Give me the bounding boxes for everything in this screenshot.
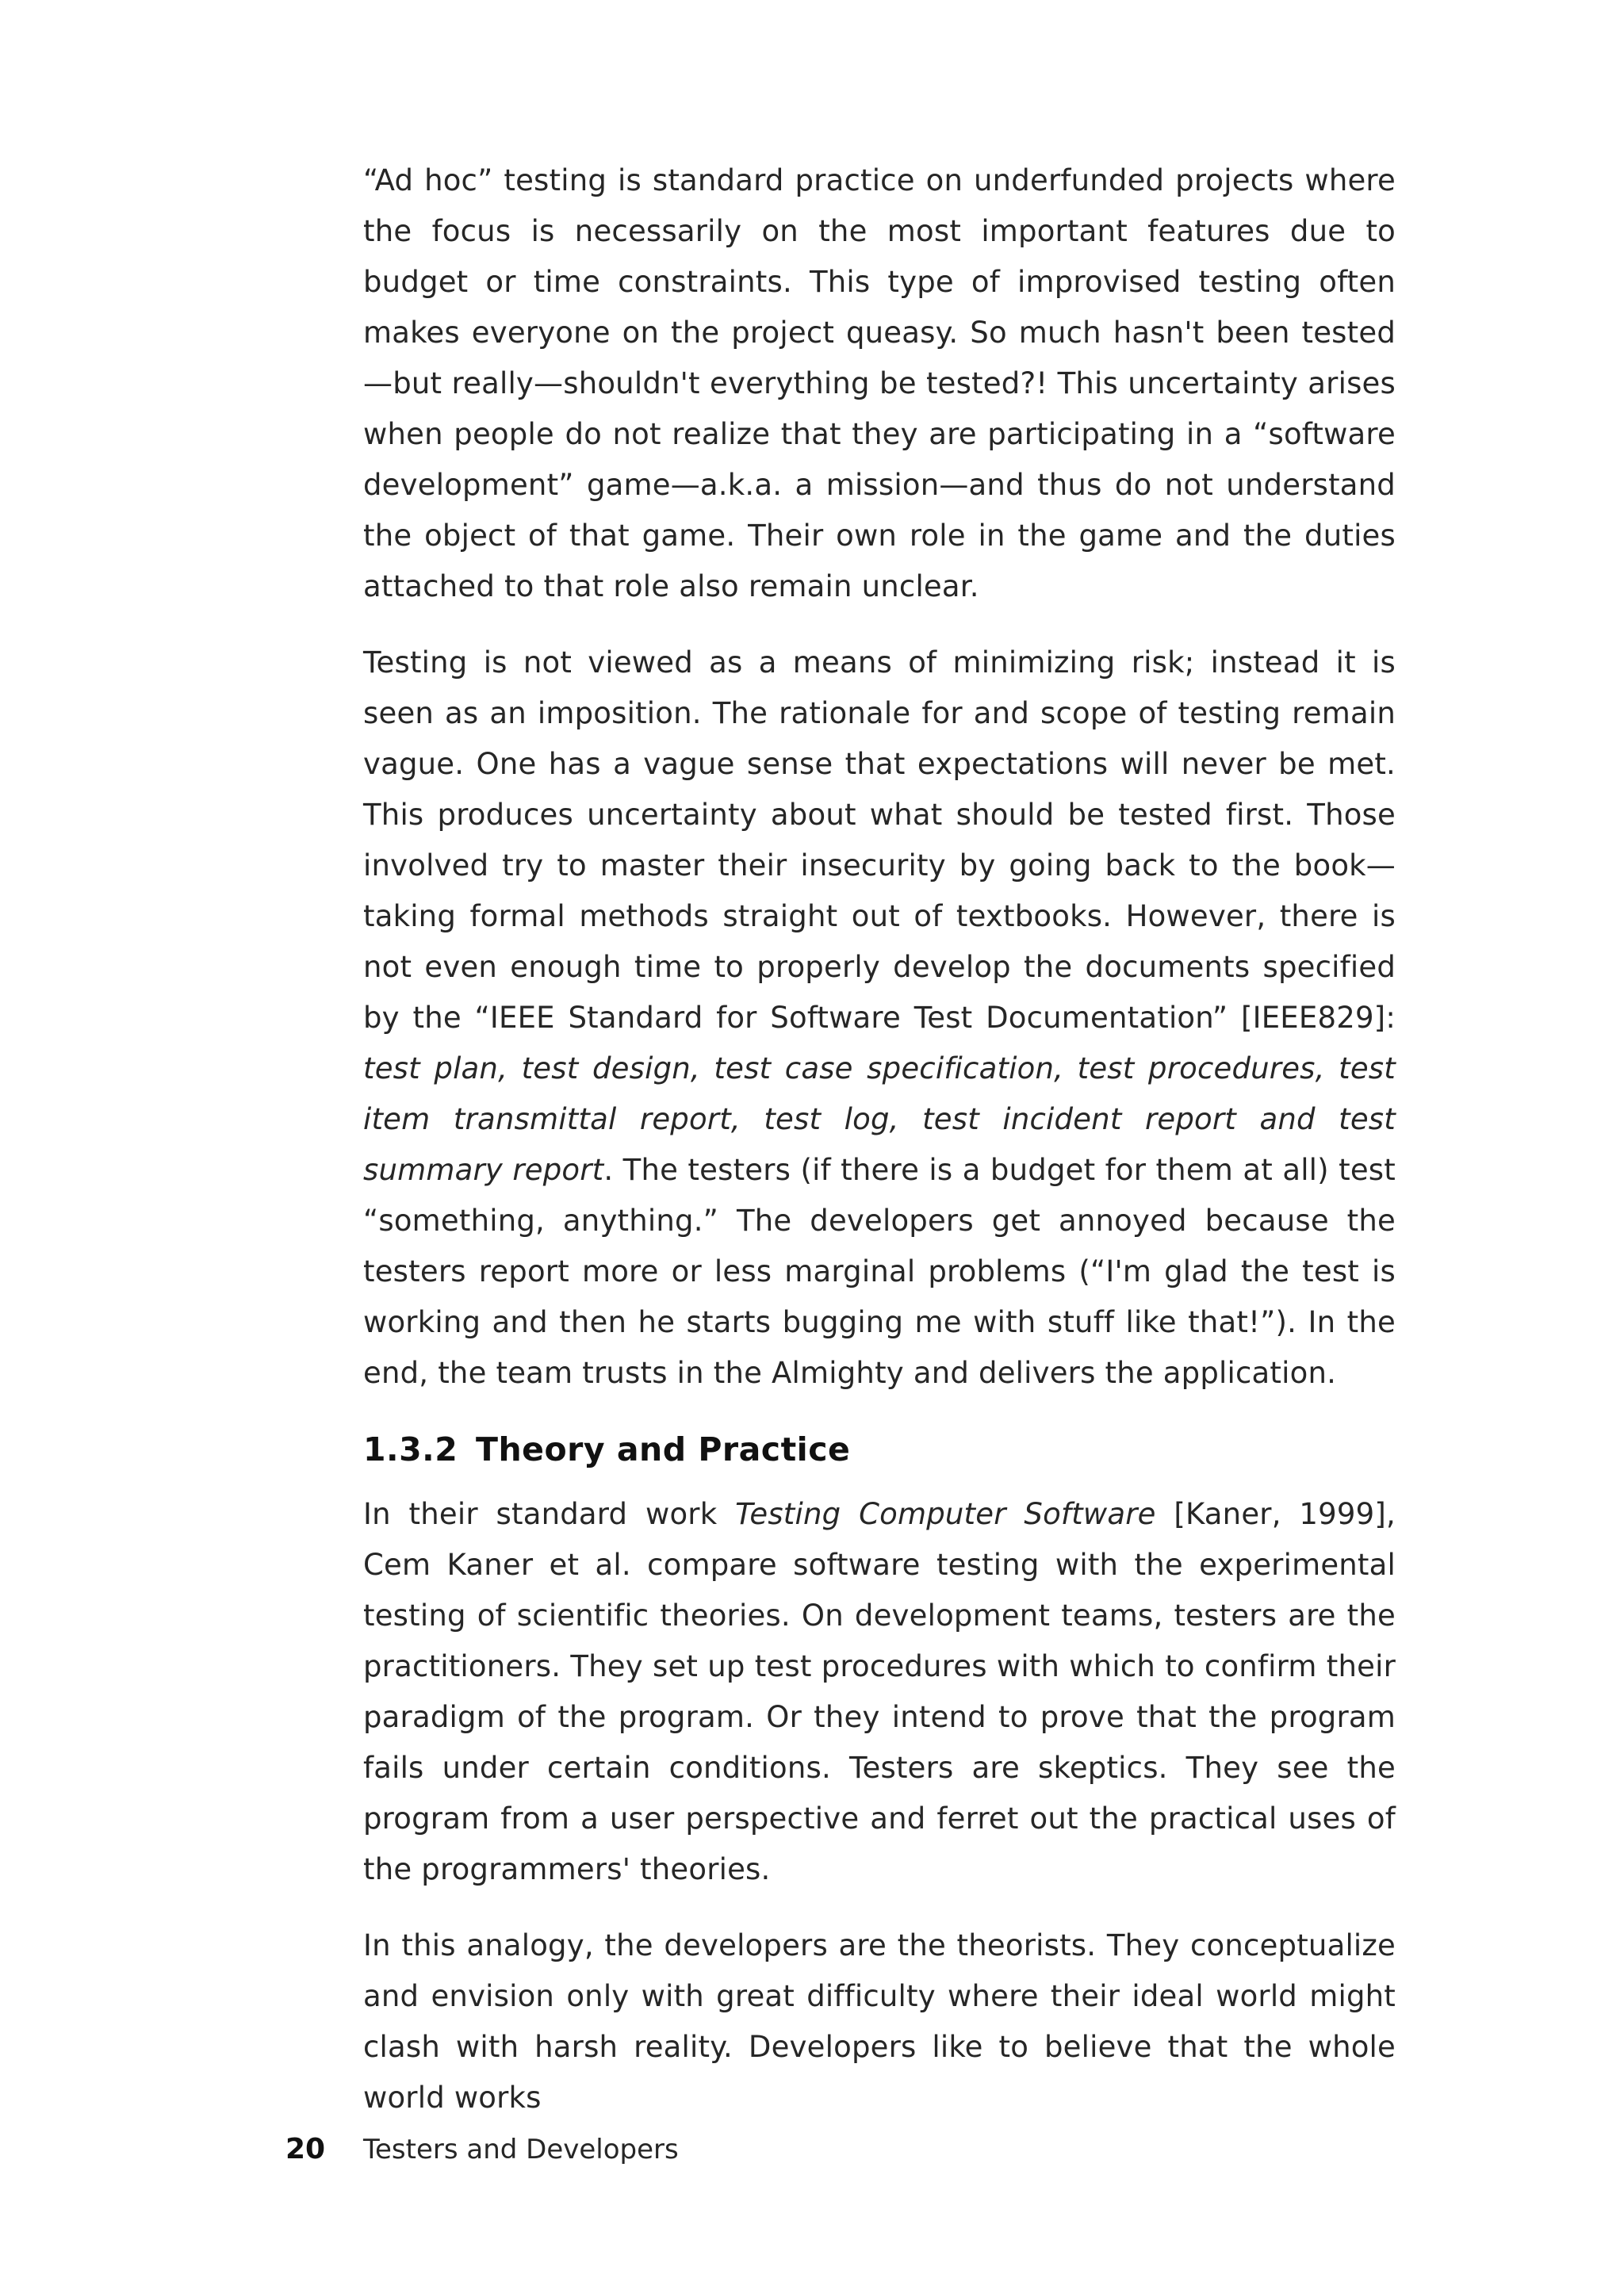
text-run: . The testers (if there is a budget for them at all) test “something, anything.” The developers get annoyed because the testers report more or less marginal problems (“I'm glad the test is working and then he starts bugging me with stuff like that!”). In the end, the team trusts in the Almighty and delivers the application. <box>363 1153 1396 1390</box>
text-run: [Kaner, 1999], Cem Kaner et al. compare software testing with the experimental testing of scientific theories. On development teams, testers are the practitioners. They set up test procedures with which to confirm their paradigm of the program. Or they intend to prove that the program fails under certain conditions. Testers are skeptics. They see the program from a user perspective and ferret out the practical uses of the programmers' theories. <box>363 1497 1396 1886</box>
running-title: Testers and Developers <box>363 2134 679 2165</box>
italic-text: Testing Computer Software <box>735 1497 1156 1531</box>
paragraph-kaner-comparison <box>363 1489 1396 1895</box>
body-text <box>363 155 1396 2149</box>
italic-text: test plan, test design, test case specification, test procedures, test item transmittal report, test log, test incident report and test summary report <box>363 1051 1396 1187</box>
section-title: Theory and Practice <box>476 1430 851 1468</box>
section-number: 1.3.2 <box>363 1430 458 1468</box>
text-run: “Ad hoc” testing is standard practice on underfunded projects where the focus is necessarily on the most important features due to budget or time constraints. This type of improvised testing often makes everyone on the project queasy. So much hasn't been tested—but really—shouldn't everything be tested?! This uncertainty arises when people do not realize that they are participating in a “software development” game—a.k.a. a mission—and thus do not understand the object of that game. Their own role in the game and the duties attached to that role also remain unclear. <box>363 163 1396 603</box>
page-footer <box>285 2133 679 2181</box>
section-heading <box>363 1424 1396 1475</box>
paragraph-ad-hoc-testing <box>363 155 1396 612</box>
page-number: 20 <box>285 2133 326 2165</box>
paragraph-developers-theorists <box>363 1920 1396 2123</box>
text-run: Testing is not viewed as a means of minimizing risk; instead it is seen as an imposition. The rationale for and scope of testing remain vague. One has a vague sense that expectations will never be met. This produces uncertainty about what should be tested first. Those involved try to master their insecurity by going back to the book—taking formal methods straight out of textbooks. However, there is not even enough time to properly develop the documents specified by the “IEEE Standard for Software Test Documentation” [IEEE829]: <box>363 645 1396 1035</box>
text-run: In this analogy, the developers are the theorists. They conceptualize and envision only with great difficulty where their ideal world might clash with harsh reality. Developers like to believe that the whole world works <box>363 1928 1396 2115</box>
text-run: In their standard work <box>363 1497 736 1531</box>
paragraph-testing-imposition <box>363 638 1396 1399</box>
